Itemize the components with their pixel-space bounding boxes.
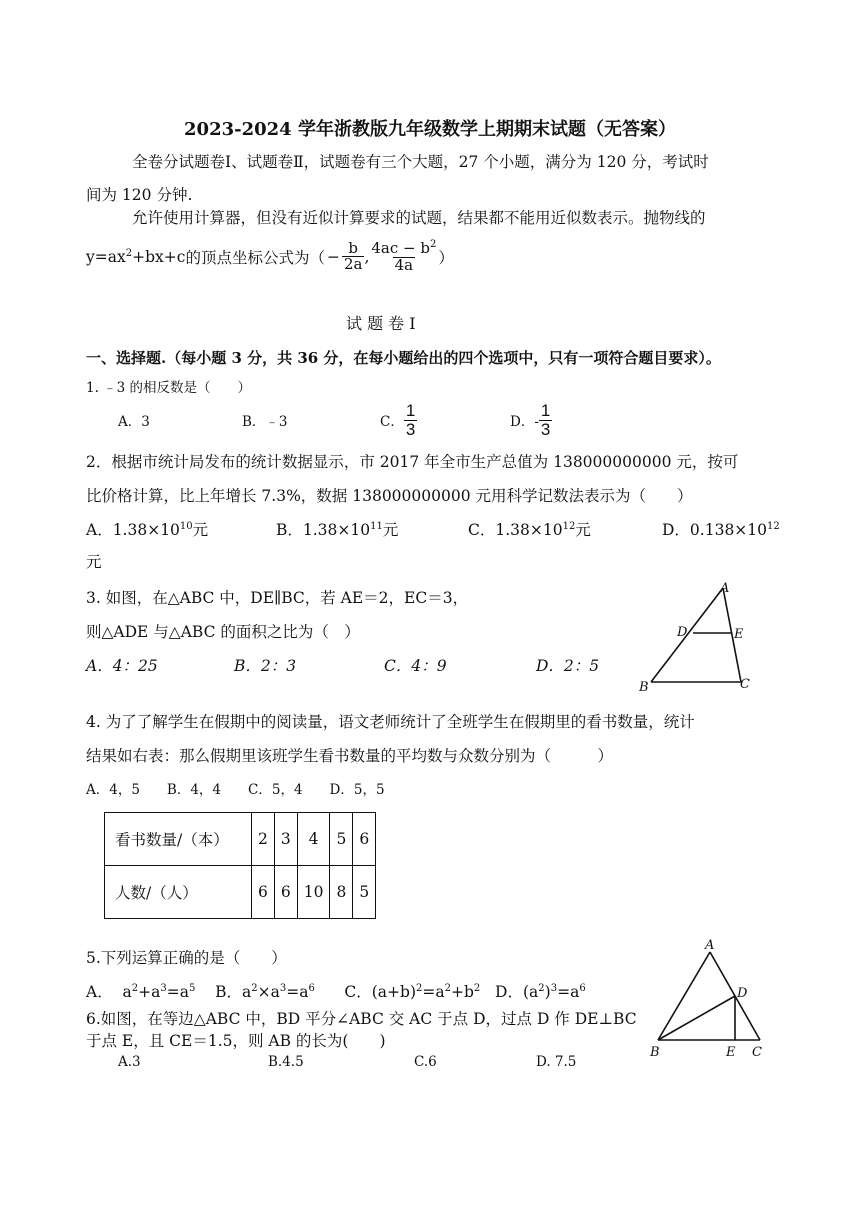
q2-option-d: D．$0.138\times 10^{12}$ bbox=[662, 520, 780, 539]
q1-d-den: 3 bbox=[540, 419, 551, 439]
vertex-y-fraction: $\frac{4ac - b^2}{4a}$ bbox=[371, 239, 437, 274]
part1-heading: 一、选择题.（每小题 3 分，共 36 分，在每小题给出的四个选项中，只有一项符合题目要求）。 bbox=[86, 349, 721, 367]
table-cell: 6 bbox=[353, 813, 376, 866]
reading-stats-table bbox=[104, 812, 376, 919]
parabola-vertex-formula: $y=ax^2+bx+c$ 的顶点坐标公式为（ − $\frac{b}{2a}$ , $\frac{4ac - b^2}{4a}$ ） bbox=[86, 238, 454, 274]
q6-line-1: 6.如图，在等边△ABC 中，BD 平分∠ABC 交 AC 于点 D，过点 D 作 DE⊥BC bbox=[86, 1010, 637, 1028]
vertex-b-label: B bbox=[650, 1045, 660, 1060]
q1-c-num: 1 bbox=[405, 401, 416, 420]
q3-option-a: A．4：25 bbox=[86, 657, 158, 675]
q1-option-d-label: D．- bbox=[510, 414, 539, 431]
q2-option-a: A．$1.38\times 10^{10}$元 bbox=[86, 520, 209, 539]
vertex-y-den: 4a bbox=[394, 255, 414, 274]
q4-line-2: 结果如右表：那么假期里该班学生看书数量的平均数与众数分别为（ ） bbox=[86, 747, 614, 765]
q1-c-den: 3 bbox=[405, 419, 416, 439]
q5-options: A． $a^2+a^3=a^5$ B．$a^2\times a^3=a^6$ C．$(a+b)^2=a^2+b^2$ D．$(a^2)^3=a^6$ bbox=[86, 982, 586, 1001]
q2-option-d-unit: 元 bbox=[86, 553, 102, 571]
q2-option-b: B．$1.38\times 10^{11}$元 bbox=[276, 520, 399, 539]
q4-line-1: 4. 为了了解学生在假期中的阅读量，语文老师统计了全班学生在假期里的看书数量，统计 bbox=[86, 713, 695, 731]
side-ab bbox=[658, 952, 710, 1040]
q3-line-1: 3. 如图，在△ABC 中，DE∥BC，若 AE＝2，EC＝3， bbox=[86, 589, 469, 607]
vertex-x-num: b bbox=[348, 238, 358, 257]
q6-line-2: 于点 E，且 CE＝1.5，则 AB 的长为( ) bbox=[86, 1032, 386, 1050]
q1-option-c-label: C． bbox=[380, 414, 404, 431]
vertex-a-label: A bbox=[705, 938, 715, 953]
intro-line-1: 全卷分试题卷Ⅰ、试题卷Ⅱ，试题卷有三个大题，27 个小题，满分为 120 分，考试时 bbox=[132, 153, 709, 171]
table-cell: 10 bbox=[297, 866, 330, 919]
section-title: 试 题 卷 Ⅰ bbox=[346, 314, 416, 333]
q1-d-num: 1 bbox=[540, 401, 551, 420]
formula-prefix: 的顶点坐标公式为（ bbox=[185, 248, 325, 267]
vertex-y-num: 4ac − b bbox=[371, 239, 430, 257]
row-header-books: 看书数量/（本） bbox=[105, 813, 252, 866]
table-cell: 5 bbox=[330, 813, 353, 866]
q2-line-2: 比价格计算，比上年增长 7.3%，数据 138000000000 元用科学记数法表示为（ ） bbox=[86, 487, 693, 505]
q6-option-c: C.6 bbox=[414, 1054, 437, 1070]
table-cell: 6 bbox=[252, 866, 275, 919]
q3-option-c: C．4：9 bbox=[384, 657, 447, 675]
vertex-c-label: C bbox=[740, 677, 750, 692]
q5-stem: 5.下列运算正确的是（ ） bbox=[86, 949, 287, 967]
table-row bbox=[105, 813, 376, 866]
q1-stem: 1. ﹣3 的相反数是（ ） bbox=[86, 380, 252, 396]
intro-line-3: 允许使用计算器，但没有近似计算要求的试题，结果都不能用近似数表示。抛物线的 bbox=[132, 209, 706, 227]
q1-option-b: B．﹣3 bbox=[242, 414, 288, 430]
q3-triangle-figure bbox=[636, 578, 766, 698]
table-cell: 3 bbox=[274, 813, 297, 866]
q2-option-c: C．$1.38\times 10^{12}$元 bbox=[468, 520, 591, 539]
intro-line-2: 间为 120 分钟. bbox=[86, 186, 193, 204]
vertex-x-fraction bbox=[342, 238, 365, 274]
table-cell: 5 bbox=[353, 866, 376, 919]
table-row bbox=[105, 866, 376, 919]
vertex-a-label: A bbox=[720, 581, 730, 596]
point-e-label: E bbox=[734, 627, 744, 642]
q6-triangle-figure bbox=[646, 936, 776, 1061]
vertex-b-label: B bbox=[639, 680, 649, 695]
point-d-label: D bbox=[677, 625, 688, 640]
page-title: 2023-2024 学年浙教版九年级数学上期期末试题（无答案） bbox=[184, 119, 676, 140]
q3-option-b: B．2：3 bbox=[234, 657, 297, 675]
q2-line-1: 2．根据市统计局发布的统计数据显示，市 2017 年全市生产总值为 138000000000 元，按可 bbox=[86, 453, 739, 471]
table-cell: 4 bbox=[297, 813, 330, 866]
table-cell: 2 bbox=[252, 813, 275, 866]
q6-option-a: A.3 bbox=[118, 1054, 141, 1070]
formula-suffix: ） bbox=[438, 248, 454, 267]
q3-option-d: D．2：5 bbox=[536, 657, 600, 675]
q3-line-2: 则△ADE 与△ABC 的面积之比为（ ） bbox=[86, 623, 360, 641]
segment-bd bbox=[658, 996, 735, 1040]
vertex-x-den: 2a bbox=[343, 255, 363, 274]
q1-option-d bbox=[510, 402, 552, 439]
q6-option-d: D. 7.5 bbox=[536, 1054, 577, 1070]
table-cell: 6 bbox=[274, 866, 297, 919]
point-e-label: E bbox=[726, 1045, 736, 1060]
row-header-people: 人数/（人） bbox=[105, 866, 252, 919]
q1-option-c bbox=[380, 402, 417, 439]
parabola-equation: $y=ax^2+bx+c$ bbox=[86, 247, 186, 266]
table-cell: 8 bbox=[330, 866, 353, 919]
point-d-label: D bbox=[737, 986, 748, 1001]
q4-options: A．4，5 B．4，4 C．5，4 D．5，5 bbox=[86, 782, 385, 798]
q1-option-a: A．3 bbox=[118, 414, 150, 430]
q6-option-b: B.4.5 bbox=[268, 1054, 304, 1070]
vertex-c-label: C bbox=[752, 1045, 762, 1060]
